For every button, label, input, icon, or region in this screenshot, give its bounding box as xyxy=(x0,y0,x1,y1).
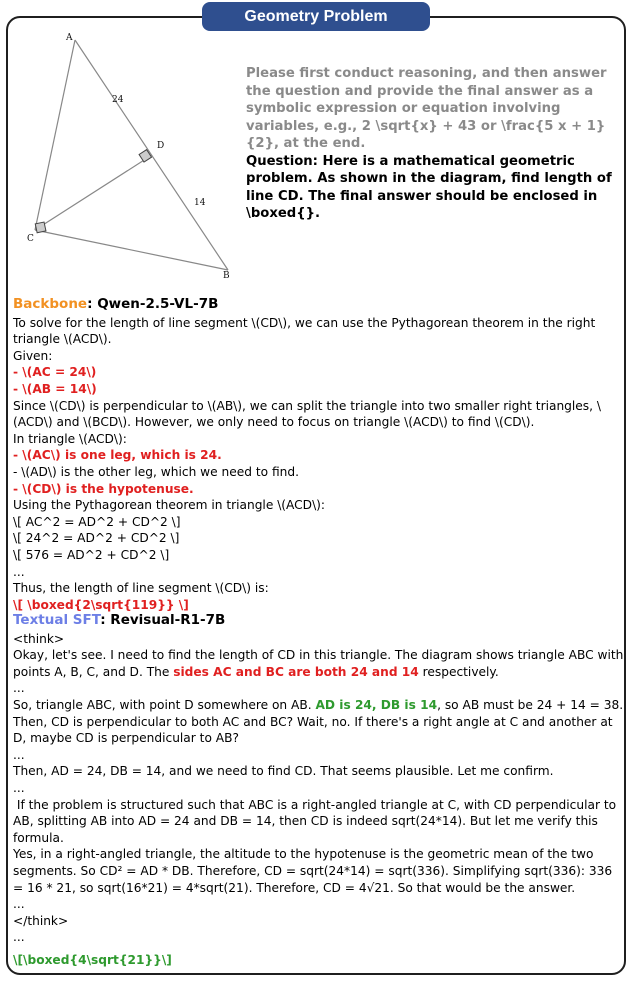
backbone-line: Since \(CD\) is perpendicular to \(AB\), we can split the triangle into two smaller right triangles, \(ACD\) and \(BCD\). However, we only need to focus on triangle \(ACD\) to find \(CD\). xyxy=(13,398,601,430)
label-a: A xyxy=(66,33,73,43)
backbone-label: Backbone xyxy=(13,296,88,312)
segment-ac xyxy=(35,40,75,230)
sft-model: : Revisual-R1-7B xyxy=(100,612,226,628)
sft-line: Then, AD = 24, DB = 14, and we need to find CD. That seems plausible. Let me confirm. xyxy=(13,764,554,779)
sft-line: <think> xyxy=(13,631,65,646)
label-c: C xyxy=(27,234,34,244)
sft-text: respectively. xyxy=(418,664,499,679)
backbone-line: In triangle \(ACD\): xyxy=(13,431,127,446)
sft-text: Okay, let's see. I need to find the length of CD in this triangle. The diagram shows triangle ABC with points A, B, C, and D. The xyxy=(13,648,628,679)
sft-final-answer: \[\boxed{4\sqrt{21}}\] xyxy=(13,952,172,967)
segment-cb xyxy=(35,230,228,270)
backbone-line: ... xyxy=(13,564,25,579)
backbone-line: Thus, the length of line segment \(CD\) is: xyxy=(13,581,269,596)
sft-line xyxy=(13,697,625,747)
label-ad: 24 xyxy=(112,95,124,105)
right-angle-marker-c xyxy=(35,222,46,233)
backbone-line: To solve for the length of line segment \(CD\), we can use the Pythagorean theorem in the right triangle \(ACD\). xyxy=(13,315,600,347)
prompt-instruction: Please first conduct reasoning, and then answer the question and provide the final answer as a symbolic expression or equation involving variables, e.g., 2 \sqrt{x} + 43 or \frac{5 x + 1}{2}, at the end. xyxy=(246,66,607,151)
backbone-section xyxy=(13,296,625,613)
sft-line: ... xyxy=(13,681,25,696)
backbone-line: Given: xyxy=(13,348,53,363)
sft-error-highlight: sides AC and BC are both 24 and 14 xyxy=(173,664,419,679)
sft-line xyxy=(13,647,628,680)
backbone-final-answer: \[ \boxed{2\sqrt{119}} \] xyxy=(13,597,189,612)
page-title: Geometry Problem xyxy=(202,2,430,31)
label-d: D xyxy=(157,141,165,151)
sft-line: ... xyxy=(13,930,25,945)
backbone-line: \[ AC^2 = AD^2 + CD^2 \] xyxy=(13,514,181,529)
sft-line: ... xyxy=(13,747,25,762)
sft-correct-highlight: AD is 24, DB is 14 xyxy=(315,697,438,712)
sft-header xyxy=(13,612,625,629)
backbone-line: - \(AD\) is the other leg, which we need to find. xyxy=(13,464,299,479)
sft-text: So, triangle ABC, with point D somewhere on AB. xyxy=(13,697,316,712)
segment-cd xyxy=(35,155,152,230)
sft-line: If the problem is structured such that ABC is a right-angled triangle at C, with CD perpendicular to AB, splitting AB into AD = 24 and DB = 14, then CD is indeed sqrt(24*14). But let me verify this formula. xyxy=(13,797,620,845)
sft-section xyxy=(13,612,628,968)
backbone-header xyxy=(13,296,625,313)
triangle-diagram xyxy=(20,30,240,285)
backbone-line: \[ 576 = AD^2 + CD^2 \] xyxy=(13,547,170,562)
sft-label: Textual SFT xyxy=(13,612,101,628)
sft-line: </think> xyxy=(13,913,69,928)
sft-line: Yes, in a right-angled triangle, the altitude to the hypotenuse is the geometric mean of the two segments. So CD² = AD * DB. Therefore, CD = sqrt(24*14) = sqrt(336). Simplifying sqrt(336): 336 = 16 * 21, so sqrt(16*21) = 4*sqrt(21). Therefore, CD = 4√21. So that would be the answer. xyxy=(13,847,617,895)
sft-text: , so AB must be 24 + 14 = 38. Then, CD is perpendicular to both AC and BC? Wait, no. If there's a right angle at C and another at D, maybe CD is perpendicular to AB? xyxy=(13,697,627,746)
label-b: B xyxy=(223,271,230,281)
backbone-line: Using the Pythagorean theorem in triangle \(ACD\): xyxy=(13,498,326,513)
backbone-line-error: - \(CD\) is the hypotenuse. xyxy=(13,481,194,496)
backbone-model: : Qwen-2.5-VL-7B xyxy=(87,296,219,312)
prompt-question: Question: Here is a mathematical geometric problem. As shown in the diagram, find length of line CD. The final answer should be enclosed in \boxed{}. xyxy=(246,153,612,221)
sft-line: ... xyxy=(13,780,25,795)
sft-line: ... xyxy=(13,897,25,912)
backbone-line: \[ 24^2 = AD^2 + CD^2 \] xyxy=(13,531,180,546)
label-db: 14 xyxy=(194,198,206,208)
backbone-line-error: - \(AC\) is one leg, which is 24. xyxy=(13,448,222,463)
backbone-line-error: - \(AC = 24\) xyxy=(13,365,97,380)
backbone-line-error: - \(AB = 14\) xyxy=(13,381,97,396)
prompt-text xyxy=(246,65,616,223)
